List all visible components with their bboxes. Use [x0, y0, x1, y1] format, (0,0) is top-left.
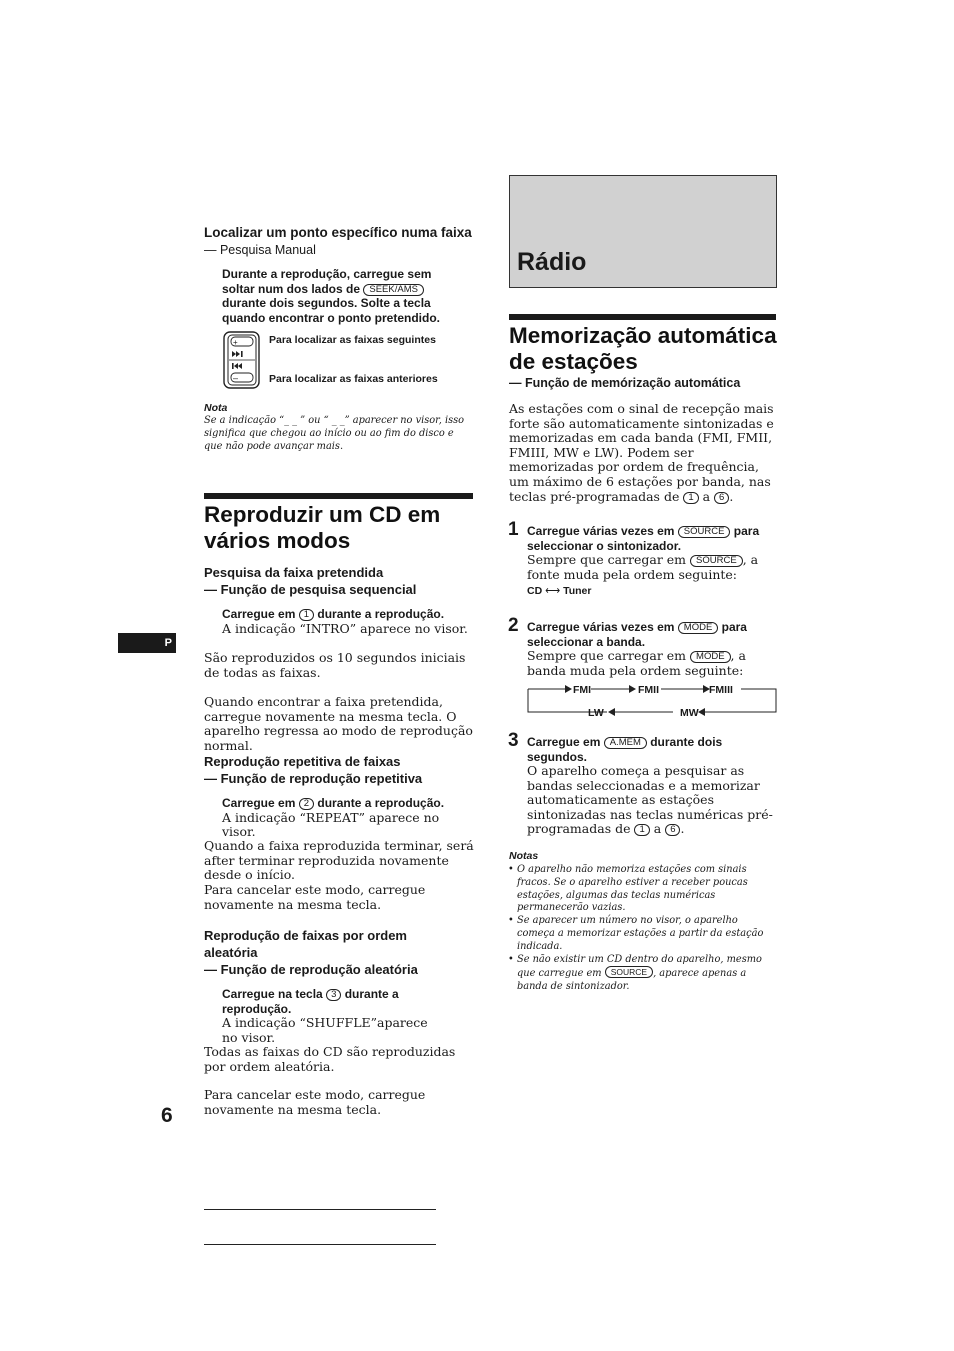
svg-text:+: + [233, 338, 238, 347]
seek-ams-button-icon [222, 331, 262, 389]
label-next-tracks: Para localizar as faixas seguintes [269, 334, 436, 346]
blank-line-2 [204, 1244, 436, 1245]
key-2: 2 [299, 798, 314, 810]
page-number: 6 [161, 1104, 173, 1127]
sequential-para-2: Quando encontrar a faixa pretendida, carregue novamente na mesma tecla. O aparelho regressa ao modo de reprodução normal. [204, 694, 473, 753]
shuffle-step: Carregue na tecla 3 durante a reprodução. A indicação “SHUFFLE”aparece no visor. [222, 987, 447, 1045]
repeat-para-1: Quando a faixa reproduzida terminar, será after terminar reproduzida novamente desde o início. [204, 838, 474, 883]
memo-section-title: Memorização automática de estações [509, 323, 777, 374]
manual-search-subtitle: — Pesquisa Manual [204, 243, 316, 257]
bidirectional-arrow-icon: ⟷ [545, 585, 561, 598]
memo-subtitle: — Função de memórização automática [509, 376, 741, 390]
sequential-result: A indicação “INTRO” aparece no visor. [222, 620, 468, 636]
step-1: Carregue várias vezes em SOURCE para seleccionar o sintonizador. Sempre que carregar em SOURCE , a fonte muda pela ordem seguinte: CD ⟷ Tuner [527, 524, 777, 597]
band-fmii: FMII [638, 684, 659, 696]
source-key: SOURCE [605, 966, 653, 978]
step-3-detail: O aparelho começa a pesquisar as bandas seleccionadas e a memorizar automaticamente as estações sintonizadas nas teclas numéricas pré-programadas de 1 a 6 . [527, 763, 773, 837]
manual-search-title: Localizar um ponto específico numa faixa — Pesquisa Manual [204, 225, 472, 257]
language-tab: P [118, 633, 176, 653]
shuffle-title: Reprodução de faixas por ordem aleatória — Função de reprodução aleatória [204, 928, 418, 977]
notes-list [508, 864, 776, 994]
manual-search-section [204, 224, 474, 259]
section-rule-memo [509, 314, 776, 320]
key-1: 1 [299, 609, 314, 621]
shuffle-result: A indicação “SHUFFLE”aparece no visor. [222, 1015, 428, 1045]
note-item: • Se aparecer um número no visor, o aparelho começa a memorizar estações a partir da estação indicada. [508, 915, 776, 953]
key-6: 6 [665, 824, 680, 836]
blank-line-1 [204, 1209, 436, 1210]
sequential-step: Carregue em 1 durante a reprodução. A indicação “INTRO” aparece no visor. [222, 607, 472, 636]
notes-title: Notas [509, 850, 539, 862]
key-3: 3 [326, 989, 341, 1001]
step-3: Carregue em A.MEM durante dois segundos. O aparelho começa a pesquisar as bandas seleccionadas e a memorizar automaticamente as estações sintonizadas nas teclas numéricas pré-programadas de 1 a 6 . [527, 735, 777, 837]
label-previous-tracks: Para localizar as faixas anteriores [269, 373, 438, 385]
repeat-para-2: Para cancelar este modo, carregue novamente na mesma tecla. [204, 882, 426, 912]
seek-ams-key: SEEK/AMS [363, 284, 424, 296]
sequential-para-1: São reproduzidos os 10 segundos iniciais de todas as faixas. [204, 650, 466, 680]
modes-section-title: Reproduzir um CD em vários modos [204, 502, 441, 553]
band-fmi: FMI [573, 684, 592, 696]
step-1-detail: Sempre que carregar em SOURCE , a fonte muda pela ordem seguinte: [527, 552, 759, 582]
band-lw: LW [588, 707, 604, 719]
a-mem-key: A.MEM [604, 737, 647, 749]
note-item: • O aparelho não memoriza estações com sinais fracos. Se o aparelho estiver a receber poucas estações, algumas das teclas numéricas permanecerão vazias. [508, 864, 776, 915]
key-1: 1 [683, 492, 698, 504]
step-2-number: 2 [508, 615, 519, 636]
note-title: Nota [204, 402, 228, 414]
step-1-number: 1 [508, 519, 519, 540]
radio-banner [509, 175, 777, 288]
step-2: Carregue várias vezes em MODE para seleccionar a banda. Sempre que carregar em MODE , a banda muda pela ordem seguinte: [527, 620, 777, 678]
band-mw: MW [680, 707, 699, 719]
shuffle-para-2: Para cancelar este modo, carregue novamente na mesma tecla. [204, 1087, 426, 1117]
step-3-number: 3 [508, 730, 519, 751]
sequential-title: Pesquisa da faixa pretendida — Função de pesquisa sequencial [204, 565, 417, 597]
band-fmiii: FMIII [709, 684, 733, 696]
source-key: SOURCE [678, 526, 731, 538]
section-rule-modes [204, 493, 473, 499]
mode-key: MODE [690, 651, 731, 663]
note-item: • Se não existir um CD dentro do aparelho, mesmo que carregue em SOURCE , aparece apenas a banda de sintonizador. [508, 954, 776, 994]
mode-key: MODE [678, 622, 719, 634]
note-text: Se a indicação “_ _ ” ou “ _ _” aparecer no visor, isso significa que chegou ao início ou ao fim do disco e que não pode avançar mais. [204, 415, 465, 452]
shuffle-para-1: Todas as faixas do CD são reproduzidas por ordem aleatória. [204, 1044, 456, 1074]
source-key: SOURCE [690, 555, 743, 567]
repeat-title: Reprodução repetitiva de faixas — Função de reprodução repetitiva [204, 754, 423, 786]
radio-banner-title: Rádio [517, 248, 587, 276]
key-1: 1 [634, 824, 649, 836]
memo-intro: As estações com o sinal de recepção mais forte são automaticamente sintonizadas e memorizadas em cada banda (FMI, FMII, FMIII, MW e LW). Podem ser memorizadas por ordem de frequência, um máximo de 6 estações por banda, nas teclas pré-programadas de 1 a 6 . [509, 401, 774, 504]
step-2-detail: Sempre que carregar em MODE , a banda muda pela ordem seguinte: [527, 648, 746, 678]
manual-search-instruction: Durante a reprodução, carregue sem soltar num dos lados de SEEK/AMS durante dois segundos. Solte a tecla quando encontrar o ponto pretendido. [222, 267, 440, 325]
source-sequence: CD ⟷ Tuner [527, 585, 592, 598]
repeat-step: Carregue em 2 durante a reprodução. A indicação “REPEAT” aparece no visor. [222, 796, 472, 840]
band-cycle-diagram [525, 680, 779, 720]
key-6: 6 [714, 492, 729, 504]
repeat-result: A indicação “REPEAT” aparece no visor. [222, 809, 440, 840]
svg-text:–: – [233, 373, 239, 383]
